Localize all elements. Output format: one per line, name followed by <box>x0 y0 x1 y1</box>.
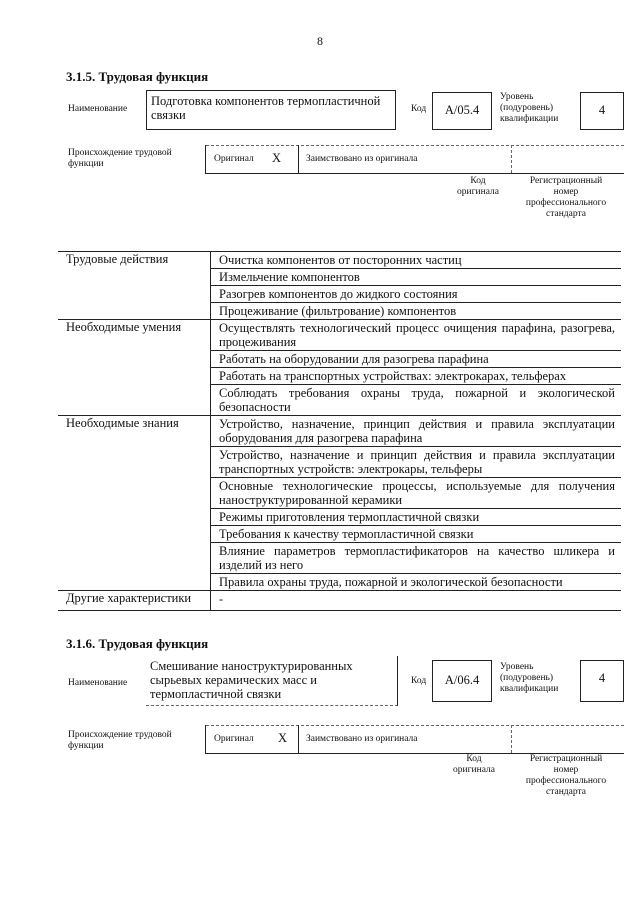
page-number: 8 <box>317 34 323 48</box>
table-cell: Режимы приготовления термопластичной связки <box>211 509 621 526</box>
original-mark: X <box>278 731 288 745</box>
code-value: А/06.4 <box>444 673 480 687</box>
origin-row <box>205 145 624 174</box>
table-cell: Влияние параметров термопластификаторов на качество шликера и изделий из него <box>211 543 621 574</box>
level-value: 4 <box>598 103 606 117</box>
table-cell: Осуществлять технологический процесс очищения парафина, разогрева, процеживания <box>211 320 621 351</box>
code-box <box>432 92 492 130</box>
table-cell: Измельчение компонентов <box>211 269 621 286</box>
original-label: Оригинал <box>214 734 254 744</box>
function-name-box <box>146 656 398 706</box>
section-title: 3.1.5. Трудовая функция <box>66 69 209 84</box>
code-box <box>432 660 492 702</box>
function-name: Смешивание наноструктурированных сырьевых керамических масс и термопластичной связки <box>150 659 353 701</box>
function-name: Подготовка компонентов термопластичной связки <box>151 94 381 122</box>
table-cell: Основные технологические процессы, используемые для получения наноструктурированной керамики <box>211 478 621 509</box>
origin-label: Происхождение трудовой функции <box>68 148 172 169</box>
reg-number-label: Регистрационный номер профессионального стандарта <box>525 754 607 797</box>
borrowed-label: Заимствовано из оригинала <box>306 734 418 744</box>
orig-code-label: Код оригинала <box>453 754 495 775</box>
competency-table <box>58 251 621 611</box>
table-cell: Соблюдать требования охраны труда, пожарной и экологической безопасности <box>219 386 615 414</box>
table-cell: Устройство, назначение, принцип действия и правила эксплуатации оборудования для разогрева парафина <box>211 416 621 447</box>
origin-label: Происхождение трудовой функции <box>68 730 172 751</box>
orig-code-label: Код оригинала <box>457 176 499 197</box>
borrowed-label: Заимствовано из оригинала <box>306 154 418 164</box>
table-cell: Разогрев компонентов до жидкого состояния <box>211 286 621 303</box>
table-cell: Правила охраны труда, пожарной и экологической безопасности <box>219 575 563 589</box>
level-value: 4 <box>598 671 606 685</box>
level-label: Уровень (подуровень) квалификации <box>500 92 559 124</box>
code-label: Код <box>411 676 427 686</box>
original-mark: X <box>272 151 282 165</box>
code-value: А/05.4 <box>444 103 480 117</box>
original-label: Оригинал <box>214 154 254 164</box>
table-cell: Работать на оборудовании для разогрева парафина <box>211 351 621 368</box>
table-cell: Устройство, назначение и принцип действия и правила эксплуатации транспортных устройств: электрокары, тельферы <box>211 447 621 478</box>
group-label: Другие характеристики <box>66 591 192 605</box>
level-box <box>580 92 624 130</box>
group-label: Необходимые умения <box>66 320 182 334</box>
group-label: Трудовые действия <box>66 252 169 266</box>
table-group <box>58 591 621 610</box>
reg-number-label: Регистрационный номер профессионального стандарта <box>525 176 607 219</box>
table-cell: Очистка компонентов от посторонних частиц <box>211 252 621 269</box>
table-cell: Процеживание (фильтрование) компонентов <box>219 304 457 318</box>
level-box <box>580 660 624 702</box>
name-label: Наименование <box>68 104 128 114</box>
section-title: 3.1.6. Трудовая функция <box>66 636 209 651</box>
function-name-box <box>146 90 396 130</box>
table-group <box>58 416 621 591</box>
table-cell: - <box>219 592 224 606</box>
name-label: Наименование <box>68 678 128 688</box>
code-label: Код <box>411 104 427 114</box>
level-label: Уровень (подуровень) квалификации <box>500 662 559 694</box>
table-cell: Работать на транспортных устройствах: электрокарах, тельферах <box>211 368 621 385</box>
group-label: Необходимые знания <box>66 416 179 430</box>
table-group <box>58 252 621 320</box>
table-cell: Требования к качеству термопластичной связки <box>211 526 621 543</box>
table-group <box>58 320 621 416</box>
origin-row <box>205 725 624 754</box>
